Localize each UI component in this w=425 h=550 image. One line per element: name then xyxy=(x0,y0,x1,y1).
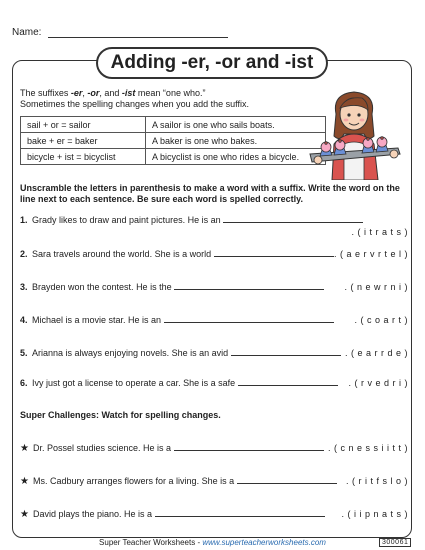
star-icon: ★ xyxy=(20,509,29,520)
challenge-text: Dr. Possel studies science. He is a xyxy=(33,443,172,453)
worksheet-title: Adding -er, -or and -ist xyxy=(96,47,328,79)
intro-line-2: Sometimes the spelling changes when you add the suffix. xyxy=(20,99,249,109)
answer-blank[interactable] xyxy=(164,314,334,323)
challenge-heading: Super Challenges: Watch for spelling changes. xyxy=(20,410,221,420)
worksheet-code: 300061 xyxy=(379,538,411,547)
question-text: Arianna is always enjoying novels. She is an avid xyxy=(32,348,229,358)
question-text: Sara travels around the world. She is a world xyxy=(32,249,212,259)
suffix-or: -or xyxy=(87,88,100,98)
table-row xyxy=(21,133,326,149)
example-sentence: A baker is one who bakes. xyxy=(146,133,326,149)
intro-text: The suffixes xyxy=(20,88,71,98)
question-item xyxy=(20,347,408,359)
scrambled-letters: . ( c n e s s i i t t ) xyxy=(327,443,408,453)
scrambled-letters: . ( n e w r n i ) xyxy=(344,282,408,292)
question-text: Michael is a movie star. He is an xyxy=(32,315,162,325)
question-item xyxy=(20,281,408,293)
scrambled-letters: . ( i t r a t s ) xyxy=(351,227,408,237)
example-rule: bicycle + ist = bicyclist xyxy=(21,149,146,165)
question-number: 5. xyxy=(20,348,28,358)
footer-link[interactable]: www.superteacherworksheets.com xyxy=(202,538,326,547)
challenge-item xyxy=(20,442,408,454)
intro-text: , and xyxy=(99,88,122,98)
challenge-text: David plays the piano. He is a xyxy=(33,509,153,519)
answer-blank[interactable] xyxy=(237,475,337,484)
answer-blank[interactable] xyxy=(214,248,334,257)
name-label: Name: xyxy=(12,27,42,38)
question-number: 2. xyxy=(20,249,28,259)
intro-line-1 xyxy=(20,88,205,99)
examples-table xyxy=(20,116,326,165)
question-item xyxy=(20,314,408,326)
question-item xyxy=(20,248,408,260)
answer-blank[interactable] xyxy=(174,281,324,290)
question-text: Grady likes to draw and paint pictures. He is an xyxy=(32,215,221,225)
answer-blank[interactable] xyxy=(223,214,363,223)
instructions: Unscramble the letters in parenthesis to make a word with a suffix. Write the word on the line next to each sentence. Be sure each word is spelled correctly. xyxy=(20,183,400,204)
suffix-ist: -ist xyxy=(121,88,136,98)
example-rule: sail + or = sailor xyxy=(21,117,146,133)
question-text: Ivy just got a license to operate a car. She is a safe xyxy=(32,378,236,388)
example-rule: bake + er = baker xyxy=(21,133,146,149)
suffix-er: -er xyxy=(70,88,83,98)
answer-blank[interactable] xyxy=(231,347,341,356)
scrambled-letters: . ( a e r v r t e l ) xyxy=(333,249,408,259)
question-item xyxy=(20,377,408,389)
star-icon: ★ xyxy=(20,443,29,454)
example-sentence: A sailor is one who sails boats. xyxy=(146,117,326,133)
scrambled-letters: . ( i i p n a t s ) xyxy=(341,509,408,519)
table-row xyxy=(21,149,326,165)
challenge-item xyxy=(20,475,408,487)
question-number: 3. xyxy=(20,282,28,292)
answer-blank[interactable] xyxy=(174,442,324,451)
baker-illustration-icon xyxy=(302,84,406,180)
example-sentence: A bicyclist is one who rides a bicycle. xyxy=(146,149,326,165)
scrambled-letters: . ( c o a r t ) xyxy=(354,315,408,325)
answer-blank[interactable] xyxy=(238,377,338,386)
challenge-text: Ms. Cadbury arranges flowers for a living. She is a xyxy=(33,476,235,486)
question-item xyxy=(20,214,408,237)
question-number: 1. xyxy=(20,215,28,225)
intro-text: , xyxy=(82,88,88,98)
scrambled-letters: . ( e a r r d e ) xyxy=(344,348,408,358)
question-number: 6. xyxy=(20,378,28,388)
scrambled-letters: . ( r v e d r i ) xyxy=(348,378,408,388)
footer-brand: Super Teacher Worksheets - xyxy=(99,538,203,547)
name-field[interactable] xyxy=(48,37,228,38)
question-text: Brayden won the contest. He is the xyxy=(32,282,172,292)
intro-text: mean “one who.” xyxy=(135,88,206,98)
footer xyxy=(0,538,425,547)
answer-blank[interactable] xyxy=(155,508,325,517)
question-number: 4. xyxy=(20,315,28,325)
scrambled-letters: . ( r i t f s l o ) xyxy=(345,476,408,486)
star-icon: ★ xyxy=(20,476,29,487)
table-row xyxy=(21,117,326,133)
challenge-item xyxy=(20,508,408,520)
